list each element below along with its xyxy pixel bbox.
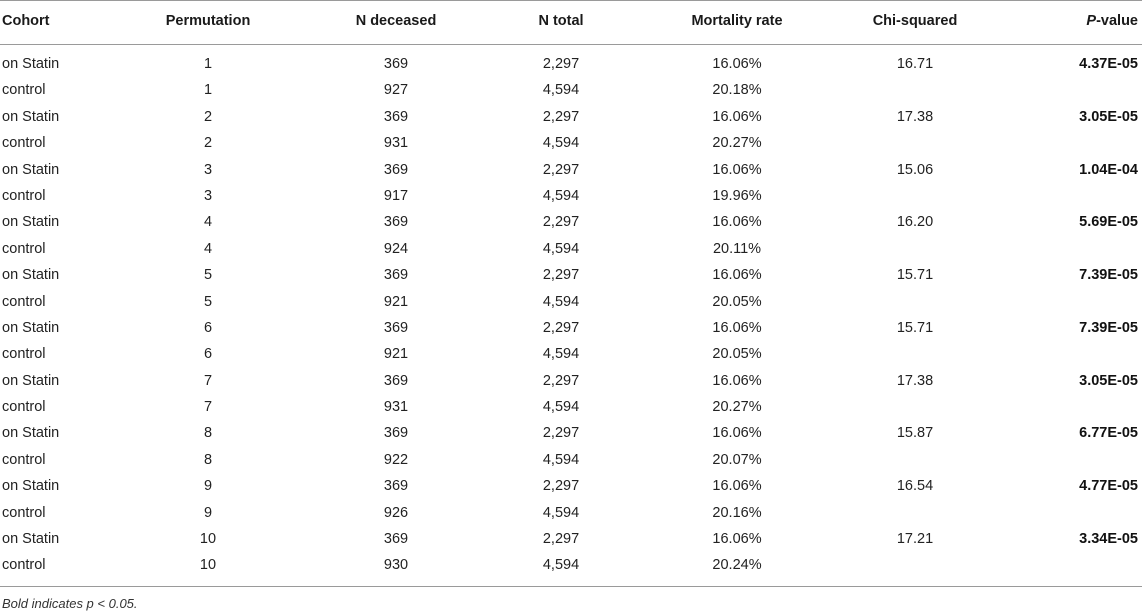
cell-n-deceased: 369 (383, 478, 409, 495)
table-row (0, 475, 1142, 501)
header-n-deceased: N deceased (355, 13, 437, 29)
cell-mortality-rate: 20.24% (712, 557, 762, 574)
table-row (0, 528, 1142, 554)
cell-n-total: 2,297 (542, 56, 580, 72)
header-cohort: Cohort (2, 13, 50, 29)
cell-n-deceased: 931 (383, 399, 409, 416)
cell-mortality-rate: 20.18% (712, 82, 762, 99)
cell-p-value: 3.05E-05 (1079, 108, 1138, 125)
cell-n-total: 4,594 (542, 82, 580, 99)
header-chi-squared: Chi-squared (872, 13, 958, 29)
cell-n-total: 2,297 (542, 319, 580, 336)
cell-mortality-rate: 20.07% (712, 451, 762, 468)
cell-mortality-rate: 20.05% (712, 293, 762, 310)
cell-permutation: 10 (199, 531, 217, 548)
cell-permutation: 10 (199, 557, 217, 574)
cell-n-deceased: 369 (383, 267, 409, 284)
table-header-row (0, 0, 1142, 44)
table-row (0, 343, 1142, 369)
table-row (0, 106, 1142, 132)
cell-n-deceased: 930 (383, 557, 409, 574)
cell-n-total: 4,594 (542, 240, 580, 257)
cell-n-total: 2,297 (542, 531, 580, 548)
cell-p-value: 3.34E-05 (1079, 531, 1138, 548)
cell-cohort: control (2, 187, 46, 204)
cell-cohort: control (2, 240, 46, 257)
cell-permutation: 7 (203, 372, 213, 389)
cell-cohort: on Statin (2, 56, 60, 72)
cell-p-value: 3.05E-05 (1079, 372, 1138, 389)
cell-permutation: 8 (203, 451, 213, 468)
cell-n-deceased: 921 (383, 293, 409, 310)
cell-n-deceased: 931 (383, 135, 409, 152)
table-row (0, 79, 1142, 105)
cell-n-deceased: 369 (383, 161, 409, 178)
cell-permutation: 5 (203, 293, 213, 310)
cell-mortality-rate: 16.06% (712, 372, 762, 389)
cell-permutation: 4 (203, 214, 213, 231)
cell-permutation: 6 (203, 346, 213, 363)
cell-permutation: 3 (203, 161, 213, 178)
table-row (0, 185, 1142, 211)
cell-cohort: control (2, 451, 46, 468)
table-header-rule (0, 44, 1142, 45)
cell-cohort: on Statin (2, 267, 60, 284)
cell-n-total: 4,594 (542, 399, 580, 416)
cell-permutation: 1 (203, 56, 213, 72)
header-permutation: Permutation (165, 13, 251, 29)
cell-mortality-rate: 16.06% (712, 319, 762, 336)
table-row (0, 396, 1142, 422)
cell-n-deceased: 922 (383, 451, 409, 468)
table-row (0, 291, 1142, 317)
cell-permutation: 4 (203, 240, 213, 257)
cell-cohort: on Statin (2, 319, 60, 336)
cell-cohort: on Statin (2, 161, 60, 178)
header-p-value-italic: P (1086, 13, 1097, 29)
table-row (0, 422, 1142, 448)
cell-cohort: on Statin (2, 478, 60, 495)
cell-cohort: control (2, 293, 46, 310)
cell-n-total: 2,297 (542, 478, 580, 495)
cell-chi-squared: 15.71 (896, 319, 934, 336)
cell-n-total: 4,594 (542, 293, 580, 310)
cell-n-total: 2,297 (542, 161, 580, 178)
table-row (0, 53, 1142, 79)
cell-cohort: control (2, 504, 46, 521)
cell-n-total: 4,594 (542, 451, 580, 468)
table-bottom-rule (0, 586, 1142, 587)
header-p-value-rest: -value (1096, 13, 1138, 29)
cell-n-total: 4,594 (542, 135, 580, 152)
table-row (0, 317, 1142, 343)
cell-mortality-rate: 20.05% (712, 346, 762, 363)
cell-chi-squared: 17.38 (896, 108, 934, 125)
table-footnote: Bold indicates p < 0.05. (2, 596, 138, 611)
cell-cohort: on Statin (2, 214, 60, 231)
cell-n-deceased: 369 (383, 425, 409, 442)
cell-permutation: 3 (203, 187, 213, 204)
table-row (0, 370, 1142, 396)
cell-n-total: 2,297 (542, 108, 580, 125)
table-row (0, 554, 1142, 580)
cell-chi-squared: 16.20 (896, 214, 934, 231)
cell-n-total: 2,297 (542, 372, 580, 389)
cell-permutation: 1 (203, 82, 213, 99)
cell-chi-squared: 16.54 (896, 478, 934, 495)
cell-mortality-rate: 16.06% (712, 267, 762, 284)
cell-n-total: 4,594 (542, 346, 580, 363)
cell-n-deceased: 369 (383, 372, 409, 389)
cell-mortality-rate: 16.06% (712, 161, 762, 178)
cell-n-total: 4,594 (542, 187, 580, 204)
cell-cohort: on Statin (2, 531, 60, 548)
table-row (0, 159, 1142, 185)
header-n-total: N total (538, 13, 584, 29)
cell-n-total: 2,297 (542, 425, 580, 442)
cell-p-value: 5.69E-05 (1079, 214, 1138, 231)
cell-cohort: on Statin (2, 108, 60, 125)
table-row (0, 132, 1142, 158)
table-row (0, 264, 1142, 290)
cell-cohort: control (2, 399, 46, 416)
cell-n-deceased: 926 (383, 504, 409, 521)
cell-cohort: on Statin (2, 372, 60, 389)
cell-n-total: 2,297 (542, 267, 580, 284)
cell-cohort: control (2, 346, 46, 363)
cell-n-deceased: 921 (383, 346, 409, 363)
cell-permutation: 7 (203, 399, 213, 416)
cell-mortality-rate: 20.27% (712, 399, 762, 416)
cell-cohort: on Statin (2, 425, 60, 442)
cell-n-deceased: 924 (383, 240, 409, 257)
cell-chi-squared: 17.38 (896, 372, 934, 389)
cell-cohort: control (2, 135, 46, 152)
cell-mortality-rate: 19.96% (712, 187, 762, 204)
cell-mortality-rate: 16.06% (712, 56, 762, 72)
cell-chi-squared: 15.06 (896, 161, 934, 178)
cell-chi-squared: 15.87 (896, 425, 934, 442)
cell-p-value: 7.39E-05 (1079, 319, 1138, 336)
cell-permutation: 8 (203, 425, 213, 442)
cell-p-value: 7.39E-05 (1079, 267, 1138, 284)
cell-n-deceased: 369 (383, 319, 409, 336)
cell-mortality-rate: 16.06% (712, 214, 762, 231)
table-row (0, 211, 1142, 237)
table-row (0, 238, 1142, 264)
cell-p-value: 6.77E-05 (1079, 425, 1138, 442)
header-mortality-rate: Mortality rate (691, 13, 783, 29)
cell-mortality-rate: 16.06% (712, 478, 762, 495)
cell-mortality-rate: 20.11% (712, 240, 762, 257)
cell-n-deceased: 369 (383, 531, 409, 548)
header-p-value (1086, 13, 1138, 29)
table-body (0, 53, 1142, 581)
cell-p-value: 4.77E-05 (1079, 478, 1138, 495)
cell-n-deceased: 369 (383, 214, 409, 231)
cell-chi-squared: 15.71 (896, 267, 934, 284)
cell-permutation: 9 (203, 478, 213, 495)
cell-permutation: 2 (203, 135, 213, 152)
cell-permutation: 5 (203, 267, 213, 284)
cell-permutation: 2 (203, 108, 213, 125)
cell-mortality-rate: 20.16% (712, 504, 762, 521)
cell-p-value: 1.04E-04 (1079, 161, 1138, 178)
cell-cohort: control (2, 557, 46, 574)
cell-mortality-rate: 16.06% (712, 531, 762, 548)
cell-n-total: 4,594 (542, 557, 580, 574)
cell-chi-squared: 17.21 (896, 531, 934, 548)
cell-chi-squared: 16.71 (896, 56, 934, 72)
cell-cohort: control (2, 82, 46, 99)
cell-n-deceased: 927 (383, 82, 409, 99)
cell-permutation: 6 (203, 319, 213, 336)
table-row (0, 449, 1142, 475)
cell-n-total: 2,297 (542, 214, 580, 231)
cell-n-deceased: 369 (383, 108, 409, 125)
cell-p-value: 4.37E-05 (1079, 56, 1138, 72)
cell-n-total: 4,594 (542, 504, 580, 521)
cell-permutation: 9 (203, 504, 213, 521)
cell-n-deceased: 369 (383, 56, 409, 72)
cell-mortality-rate: 16.06% (712, 108, 762, 125)
cell-mortality-rate: 20.27% (712, 135, 762, 152)
cell-mortality-rate: 16.06% (712, 425, 762, 442)
table-row (0, 502, 1142, 528)
cell-n-deceased: 917 (383, 187, 409, 204)
